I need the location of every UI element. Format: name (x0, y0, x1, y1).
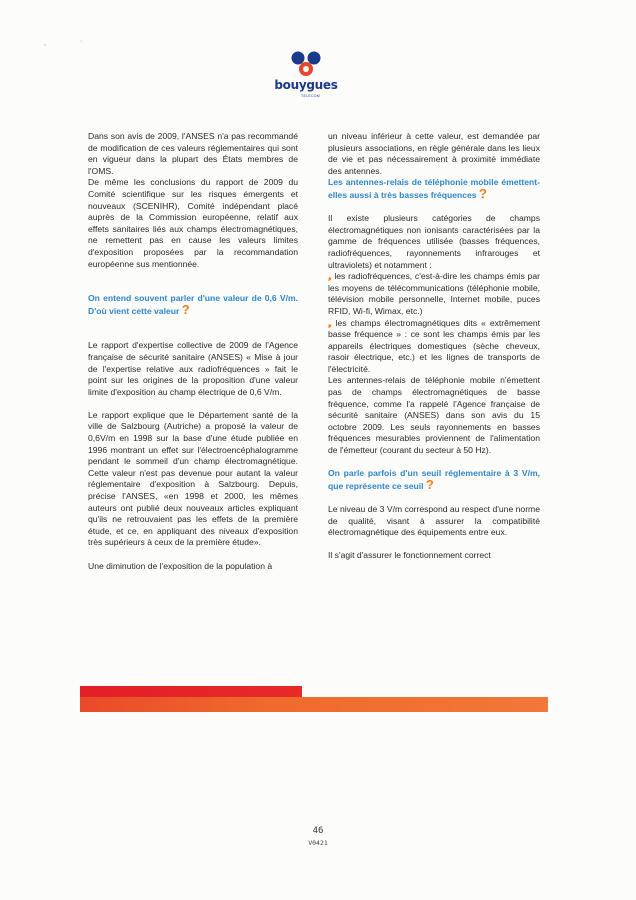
section-heading: On entend souvent parler d'une valeur de 0,6 V/m. D'où vient cette valeur ? (88, 293, 298, 317)
section-heading: On parle parfois d'un seuil réglementaire à 3 V/m, que représente ce seuil ? (328, 468, 540, 492)
question-mark-icon: ? (425, 476, 434, 492)
question-mark-icon: ? (181, 301, 190, 317)
paragraph: Le rapport d'expertise collective de 2009 de l'Agence française de sécurité sanitaire (ANSES) « Mise à jour de l'expertise relative aux radiofréquences » fait le point sur les origines de la proposition d'une valeur limite d'exposition au champ électrique de 0,6 V/m. (88, 340, 298, 397)
bouygues-logo (271, 50, 341, 105)
scan-mark: , (44, 40, 46, 47)
paragraph: Dans son avis de 2009, l'ANSES n'a pas recommandé de modification de ces valeurs réglementaires qui sont en vigueur dans la plupart des États membres de l'OMS. (88, 131, 298, 176)
paragraph: Le niveau de 3 V/m correspond au respect d'une norme de qualité, visant à assurer la compatibilité électromagnétique des équipements entre eux. (328, 504, 540, 538)
bullet-item: ❟ les champs électromagnétiques dits « extrêmement basse fréquence » : ce sont les champs émis par les appareils électriques domestiques (sèche cheveux, rasoir électrique, etc.) et les lignes de transports de l'électricité. (328, 317, 540, 374)
logo-sub: TELECOM (301, 94, 321, 98)
paragraph: Une diminution de l'exposition de la population à (88, 560, 273, 571)
paragraph: Les antennes-relais de téléphonie mobile n'émettent pas de champs électromagnétiques de basse fréquence, comme l'a rappelé l'Agence française de sécurité sanitaire (ANSES) dans son avis du 15 octobre 2009. Les seuls rayonnements en basses fréquences mesurables proviennent de l'alimentation de l'émetteur (courant du secteur à 50 Hz). (328, 375, 540, 456)
bouygues-logo-icon (271, 50, 341, 80)
bullet-item: ❟ les radiofréquences, c'est-à-dire les champs émis par les moyens de télécommunications (téléphonie mobile, télévision mobile personnelle, Internet mobile, puces RFID, Wi-fi, Wimax, etc.) (328, 271, 540, 316)
paragraph: Il existe plusieurs catégories de champs électromagnétiques non ionisants caractérisées par la gamme de fréquences utilisée (basses fréquences, radiofréquences, rayonnements infrarouges et ultraviolets) et notamment : (328, 213, 540, 270)
section-heading: Les antennes-relais de téléphonie mobile émettent-elles aussi à très basses fréquences ? (328, 177, 540, 201)
scan-mark: · (80, 38, 83, 45)
paragraph: un niveau inférieur à cette valeur, est demandée par plusieurs associations, en règle générale dans les lieux de vie et pas nécessairement à proximité immédiate des antennes. (328, 131, 540, 176)
page-number: 46 (312, 826, 324, 836)
bullet-icon: ❟ (328, 271, 332, 282)
decorative-band (80, 697, 548, 712)
paragraph: Il s'agit d'assurer le fonctionnement correct (328, 550, 491, 561)
document-ref: V0421 (308, 839, 328, 847)
bullet-icon: ❟ (328, 317, 332, 328)
left-column (88, 131, 298, 572)
paragraph: De même les conclusions du rapport de 2009 du Comité scientifique sur les risques émergents et nouveaux (SCENIHR), Comité indépendant placé auprès de la Commission européenne, relatif aux effets sanitaires liés aux champs électromagnétiques, ne remettent pas en cause les valeurs limites d'exposition proposées par la recommandation européenne sus mentionnée. (88, 177, 298, 269)
question-mark-icon: ? (478, 185, 487, 201)
paragraph: Le rapport explique que le Département santé de la ville de Salzbourg (Autriche) a proposé la valeur de 0,6V/m en 1998 sur la base d'une étude publiée en 1996 montrant un effet sur l'électroencéphalogramme pendant le sommeil d'un champ électromagnétique. Cette valeur n'est pas devenue pour autant la valeur réglementaire d'exposition à Salzbourg. Depuis, précise l'ANSES, «en 1998 et 2000, les mêmes auteurs ont publié deux nouveaux articles expliquant qu'ils ne retrouvaient pas les effets de la première étude, et ce, en appliquant des niveaux d'exposition très supérieurs à ceux de la première étude». (88, 409, 298, 548)
logo-word: bouygues (274, 78, 338, 92)
right-column (328, 131, 540, 562)
